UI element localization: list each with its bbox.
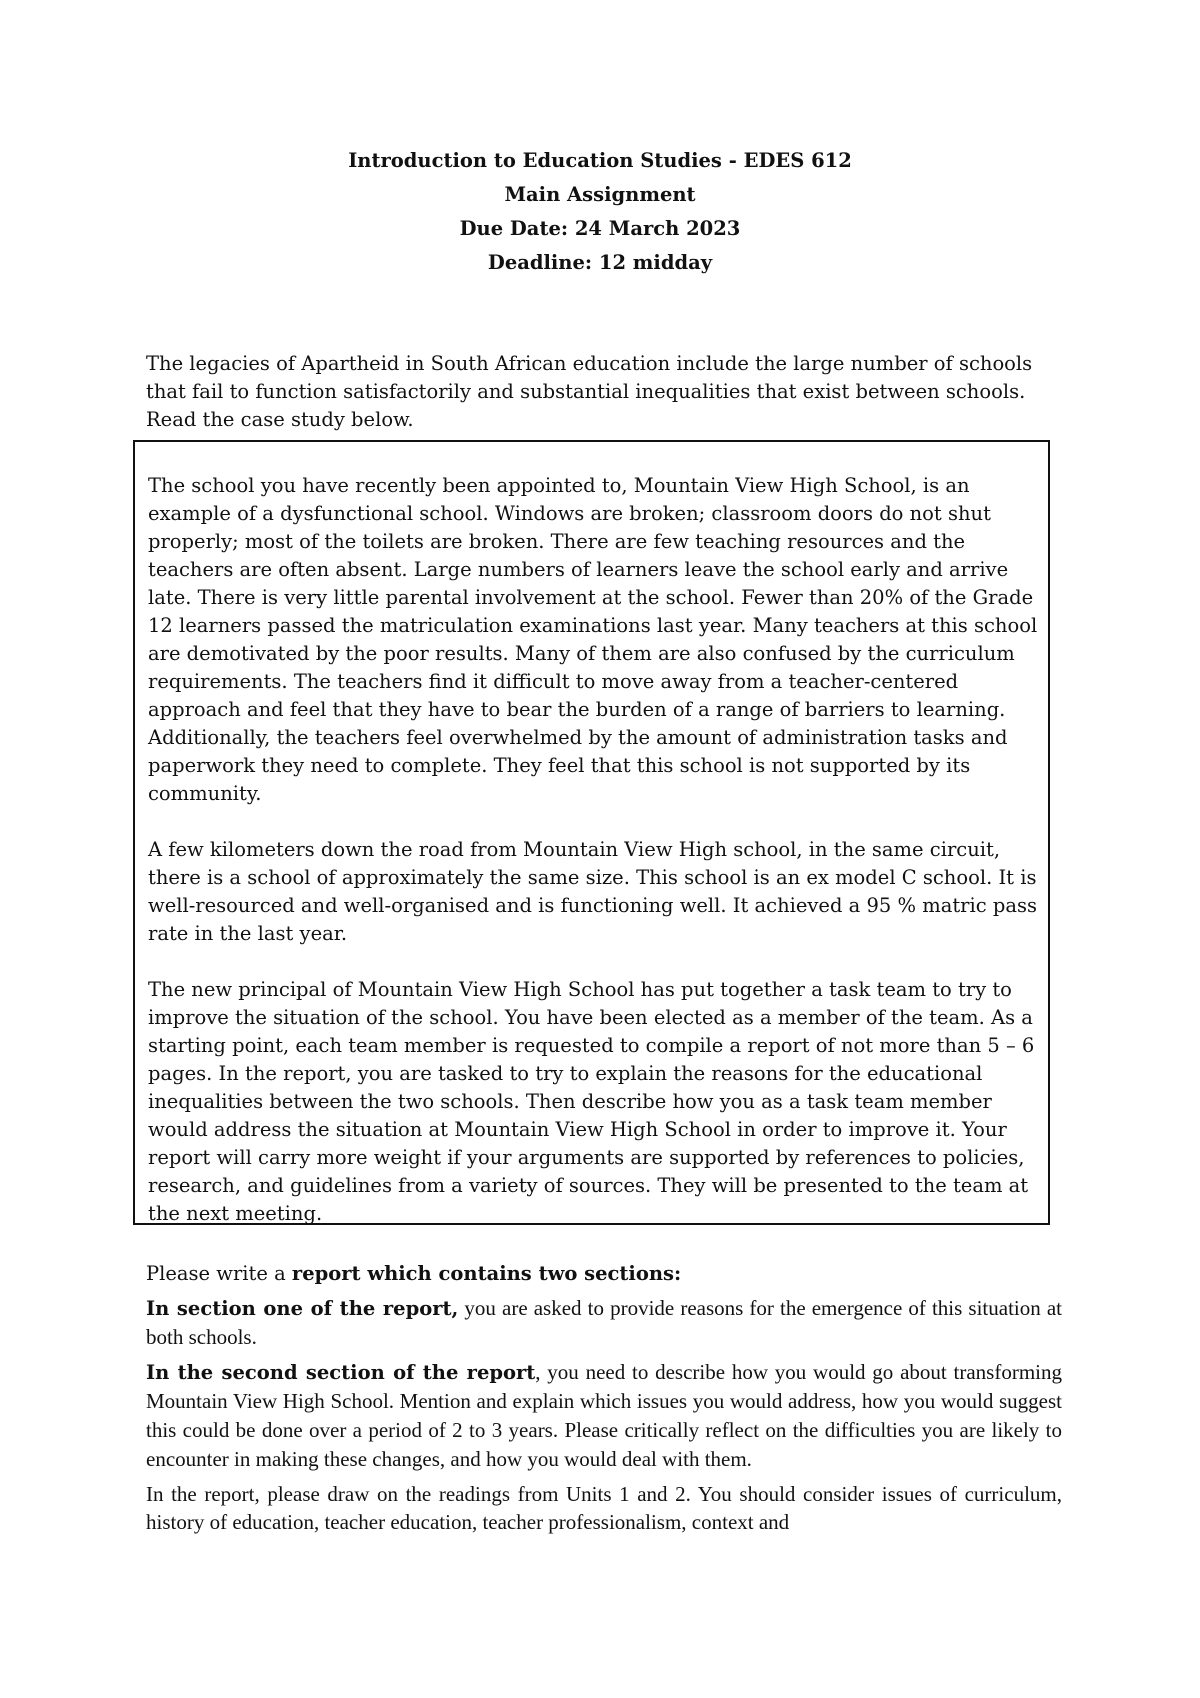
due-date: Due Date: 24 March 2023 (459, 217, 741, 240)
section-two-label: In the second section of the report (146, 1361, 536, 1384)
instruction-intro (146, 1260, 1062, 1288)
document-header (0, 144, 1200, 280)
section-two-text: , you need to describe how you would go about transforming Mountain View High School. Mention and explain which issues you would address, how you would suggest this could be done over a period of 2 to 3 years. Please critically reflect on the difficulties you are likely to encounter in making these changes, and how you would deal with them. (146, 1360, 1062, 1471)
instructions (146, 1260, 1062, 1542)
course-title: Introduction to Education Studies - EDES 612 (348, 149, 852, 172)
section-one-text: you are asked to provide reasons for the emergence of this situation at both schools. (146, 1296, 1062, 1349)
instruction-intro-bold: report which contains two sections: (291, 1262, 682, 1285)
section-two-instruction (146, 1358, 1062, 1474)
intro-paragraph: The legacies of Apartheid in South African education include the large number of schools that fail to function satisfactorily and substantial inequalities that exist between schools. Read the case study below. (146, 352, 1033, 431)
assignment-title: Main Assignment (504, 183, 696, 206)
readings-instruction: In the report, please draw on the readings from Units 1 and 2. You should consider issues of curriculum, history of education, teacher education, teacher professionalism, context and (146, 1482, 1062, 1534)
instruction-intro-text: Please write a (146, 1262, 292, 1285)
case-study-paragraph-3: The new principal of Mountain View High School has put together a task team to try to improve the situation of the school. You have been elected as a member of the team. As a starting point, each team member is requested to compile a report of not more than 5 – 6 pages. In the report, you are tasked to try to explain the reasons for the educational inequalities between the two schools. Then describe how you as a task team member would address the situation at Mountain View High School in order to improve it. Your report will carry more weight if your arguments are supported by references to policies, research, and guidelines from a variety of sources. They will be presented to the team at the next meeting. (148, 978, 1035, 1225)
case-study-paragraph-2: A few kilometers down the road from Mountain View High school, in the same circuit, there is a school of approximately the same size. This school is an ex model C school. It is well-resourced and well-organised and is functioning well. It achieved a 95 % matric pass rate in the last year. (148, 838, 1037, 945)
section-one-label: In section one of the report, (146, 1297, 459, 1320)
deadline: Deadline: 12 midday (487, 251, 713, 274)
case-study-box (133, 440, 1050, 1225)
section-one-instruction (146, 1294, 1062, 1352)
case-study-text (148, 472, 1043, 1256)
case-study-paragraph-1: The school you have recently been appointed to, Mountain View High School, is an example of a dysfunctional school. Windows are broken; classroom doors do not shut properly; most of the toilets are broken. There are few teaching resources and the teachers are often absent. Large numbers of learners leave the school early and arrive late. There is very little parental involvement at the school. Fewer than 20% of the Grade 12 learners passed the matriculation examinations last year. Many teachers at this school are demotivated by the poor results. Many of them are also confused by the curriculum requirements. The teachers find it difficult to move away from a teacher-centered approach and feel that they have to bear the burden of a range of barriers to learning. Additionally, the teachers feel overwhelmed by the amount of administration tasks and paperwork they need to complete. They feel that this school is not supported by its community. (148, 474, 1038, 805)
